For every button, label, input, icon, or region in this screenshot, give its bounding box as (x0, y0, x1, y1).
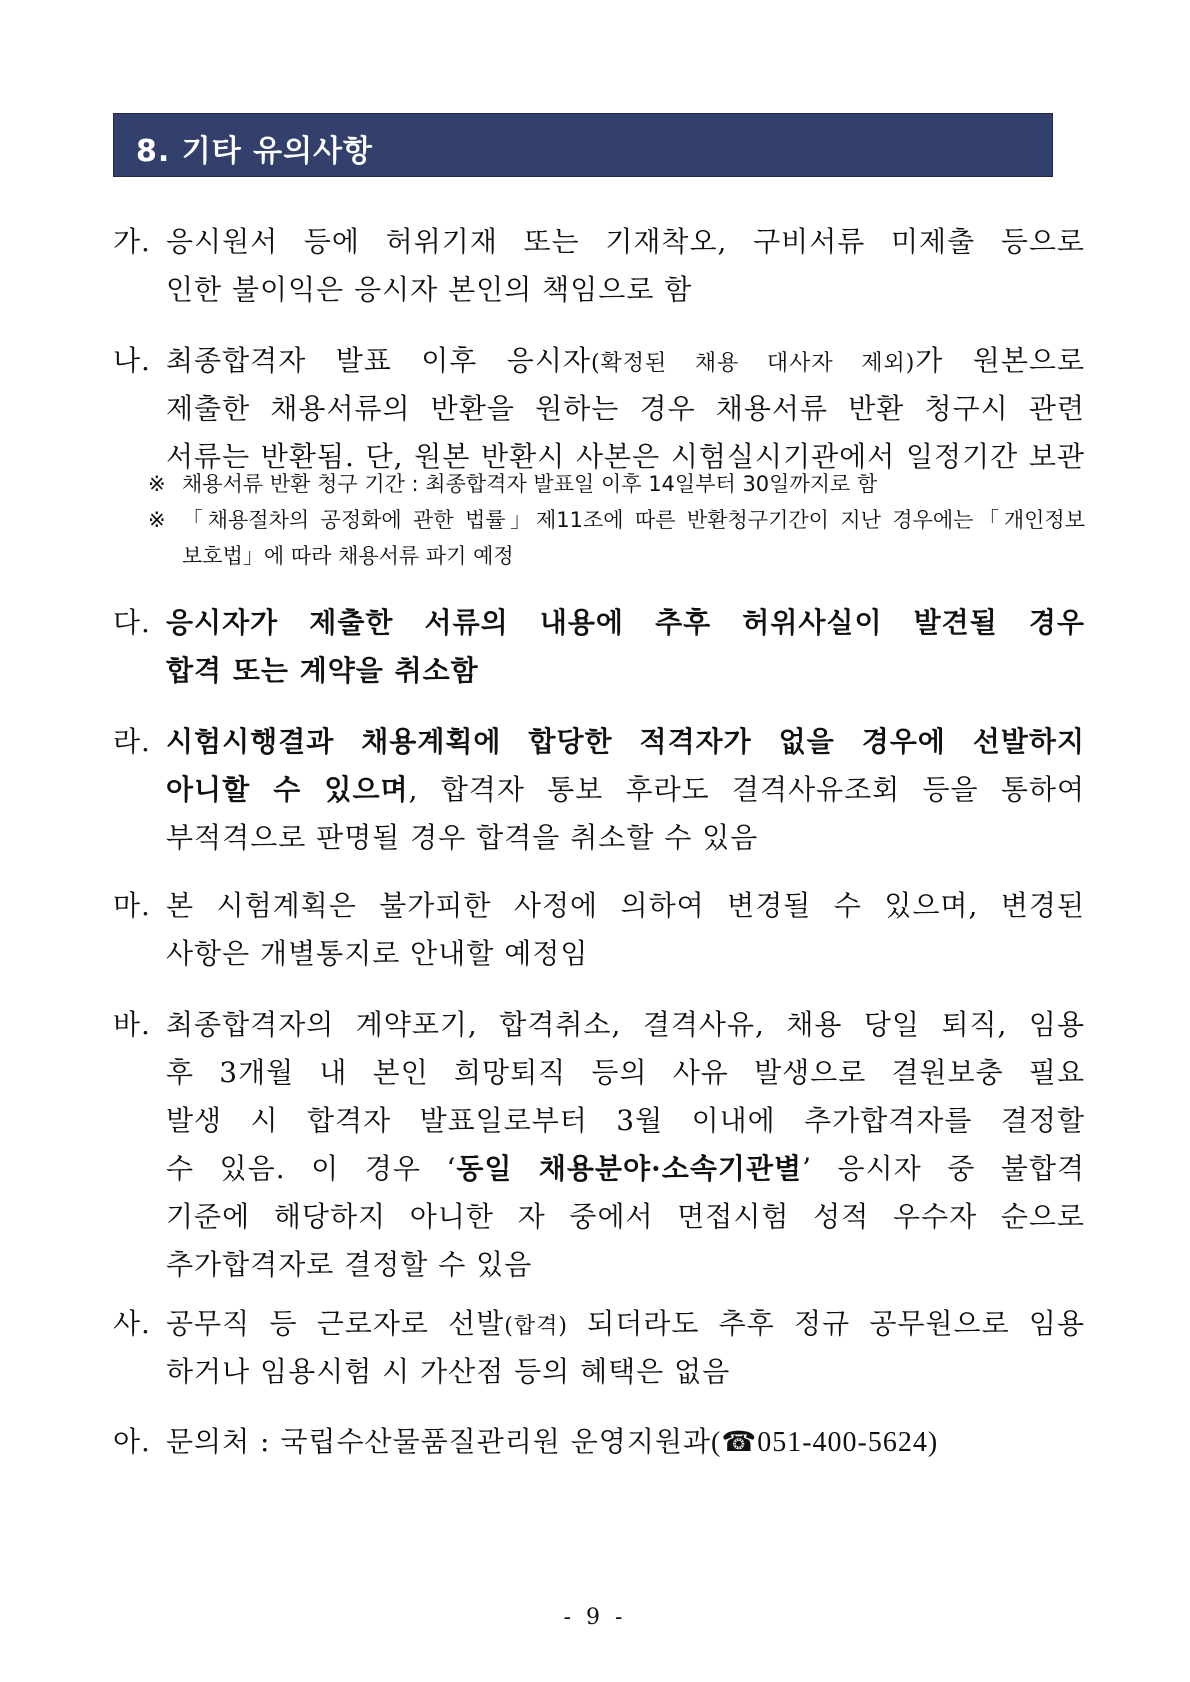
item-text-line: 발생 시 합격자 발표일로부터 3월 이내에 추가합격자를 결정할 (166, 1104, 1085, 1137)
item-a (113, 1418, 1085, 1466)
item-text-line: 공무직 등 근로자로 선발(합격) 되더라도 추후 정규 공무원으로 임용 (166, 1307, 1085, 1340)
item-na (113, 337, 1085, 481)
item-text-line: 응시원서 등에 허위기재 또는 기재착오, 구비서류 미제출 등으로 (166, 225, 1085, 258)
item-text-line: 시험시행결과 채용계획에 합당한 적격자가 없을 경우에 선발하지 (166, 725, 1085, 758)
item-marker: 사. (113, 1307, 151, 1340)
item-text-line: 제출한 채용서류의 반환을 원하는 경우 채용서류 반환 청구시 관련 (166, 392, 1085, 425)
exclusion-note: (확정된 채용 대사자 제외) (590, 351, 916, 376)
item-da (113, 599, 1085, 695)
item-text-line: 아니할 수 있으며, 합격자 통보 후라도 결격사유조회 등을 통하여 (166, 773, 1085, 806)
item-text-line: 인한 불이익은 응시자 본인의 책임으로 함 (166, 273, 693, 306)
item-marker: 가. (113, 225, 151, 258)
note-text: 보호법」에 따라 채용서류 파기 예정 (182, 544, 514, 568)
item-text-line: 수 있음. 이 경우 ‘동일 채용분야·소속기관별’ 응시자 중 불합격 (166, 1152, 1085, 1185)
item-sa (113, 1300, 1085, 1396)
item-text-line: 사항은 개별통지로 안내할 예정임 (166, 937, 589, 970)
item-text-line: 추가합격자로 결정할 수 있음 (166, 1248, 533, 1281)
item-text-line: 하거나 임용시험 시 가산점 등의 혜택은 없음 (166, 1355, 731, 1388)
item-text-line: 후 3개월 내 본인 희망퇴직 등의 사유 발생으로 결원보충 필요 (166, 1056, 1085, 1089)
section-header (113, 113, 1053, 177)
note-mark: ※ (148, 472, 166, 496)
item-ga (113, 218, 1085, 314)
note-text: 「채용절차의 공정화에 관한 법률」제11조에 따른 반환청구기간이 지난 경우에는「개인정보 (182, 508, 1085, 532)
contact-phone: (☎051-400-5624) (711, 1427, 939, 1458)
item-text-line: 응시자가 제출한 서류의 내용에 추후 허위사실이 발견될 경우 (166, 606, 1085, 639)
section-title: 8. 기타 유의사항 (136, 134, 374, 169)
item-text-line: 최종합격자의 계약포기, 합격취소, 결격사유, 채용 당일 퇴직, 임용 (166, 1008, 1085, 1041)
note-mark: ※ (148, 508, 166, 532)
item-text-line: 서류는 반환됨. 단, 원본 반환시 사본은 시험실시기관에서 일정기간 보관 (166, 440, 1085, 473)
item-ba (113, 1001, 1085, 1289)
item-text-line: 문의처 : 국립수산물품질관리원 운영지원과(☎051-400-5624) (166, 1425, 939, 1458)
item-text-line: 최종합격자 발표 이후 응시자(확정된 채용 대사자 제외)가 원본으로 (166, 344, 1085, 377)
item-text-line: 부적격으로 판명될 경우 합격을 취소할 수 있음 (166, 821, 759, 854)
item-marker: 다. (113, 606, 151, 639)
item-marker: 바. (113, 1008, 151, 1041)
item-marker: 아. (113, 1425, 151, 1458)
note-text: 채용서류 반환 청구 기간 : 최종합격자 발표일 이후 14일부터 30일까지로 함 (182, 472, 878, 496)
item-marker: 나. (113, 344, 151, 377)
item-marker: 라. (113, 725, 151, 758)
emphasis-text: 동일 채용분야·소속기관별 (456, 1152, 803, 1185)
item-marker: 마. (113, 889, 151, 922)
page-number: - 9 - (563, 1605, 627, 1630)
item-text-line: 기준에 해당하지 아니한 자 중에서 면접시험 성적 우수자 순으로 (166, 1200, 1085, 1233)
item-ma (113, 882, 1085, 978)
item-text-line: 본 시험계획은 불가피한 사정에 의하여 변경될 수 있으며, 변경된 (166, 889, 1085, 922)
note-block (148, 466, 1085, 574)
item-text-line: 합격 또는 계약을 취소함 (166, 654, 479, 687)
item-ra (113, 718, 1085, 862)
